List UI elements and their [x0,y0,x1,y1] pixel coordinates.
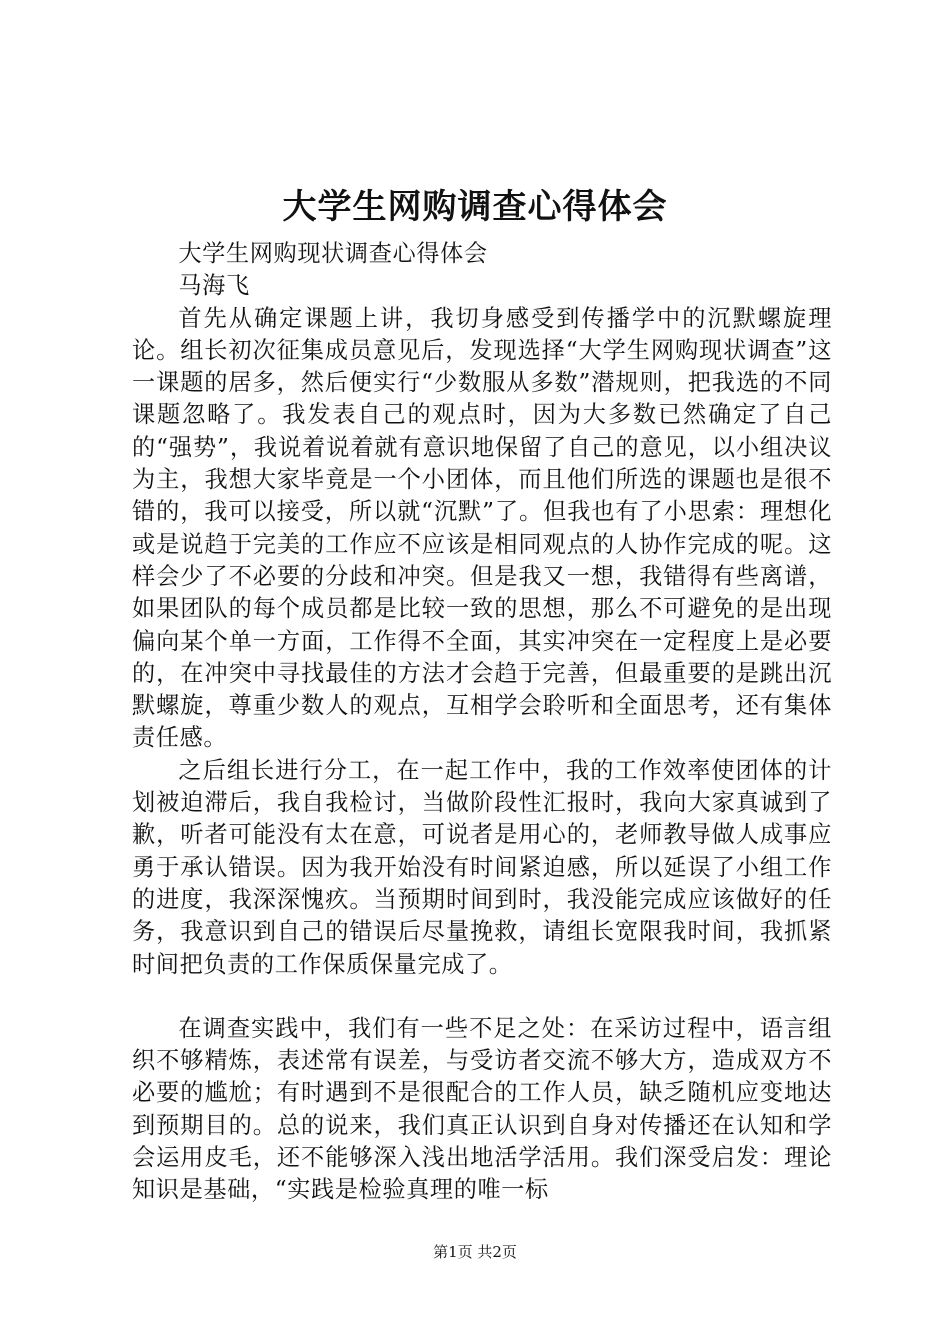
body-paragraph: 之后组长进行分工，在一起工作中，我的工作效率使团体的计划被迫滞后，我自我检讨，当做阶段性汇报时，我向大家真诚到了歉，听者可能没有太在意，可说者是用心的，老师教导做人成事应勇于承认错误。因为我开始没有时间紧迫感，所以延误了小组工作的进度，我深深愧疚。当预期时间到时，我没能完成应该做好的任务，我意识到自己的错误后尽量挽救，请组长宽限我时间，我抓紧时间把负责的工作保质保量完成了。 [132,756,832,978]
author-line: 马海飞 [178,272,250,300]
document-body [132,238,832,1207]
subtitle-line: 大学生网购现状调查心得体会 [178,240,488,267]
body-paragraph: 在调查实践中，我们有一些不足之处：在采访过程中，语言组织不够精炼，表述常有误差，与受访者交流不够大方，造成双方不必要的尴尬；有时遇到不是很配合的工作人员，缺乏随机应变地达到预期目的。总的说来，我们真正认识到自身对传播还在认知和学会运用皮毛，还不能够深入浅出地活学活用。我们深受启发：理论知识是基础，“实践是检验真理的唯一标 [132,1014,832,1204]
body-paragraph: 首先从确定课题上讲，我切身感受到传播学中的沉默螺旋理论。组长初次征集成员意见后，发现选择“大学生网购现状调查”这一课题的居多，然后便实行“少数服从多数”潜规则，把我选的不同课题忽略了。我发表自己的观点时，因为大多数已然确定了自己的“强势”，我说着说着就有意识地保留了自己的意见，以小组决议为主，我想大家毕竟是一个小团体，而且他们所选的课题也是很不错的，我可以接受，所以就“沉默”了。但我也有了小思索：理想化或是说趋于完美的工作应不应该是相同观点的人协作完成的呢。这样会少了不必要的分歧和冲突。但是我又一想，我错得有些离谱，如果团队的每个成员都是比较一致的思想，那么不可避免的是出现偏向某个单一方面，工作得不全面，其实冲突在一定程度上是必要的，在冲突中寻找最佳的方法才会趋于完善，但最重要的是跳出沉默螺旋，尊重少数人的观点，互相学会聆听和全面思考，还有集体责任感。 [132,304,832,752]
page-number: 第1页 共2页 [433,1243,517,1261]
document-title: 大学生网购调查心得体会 [282,187,668,227]
